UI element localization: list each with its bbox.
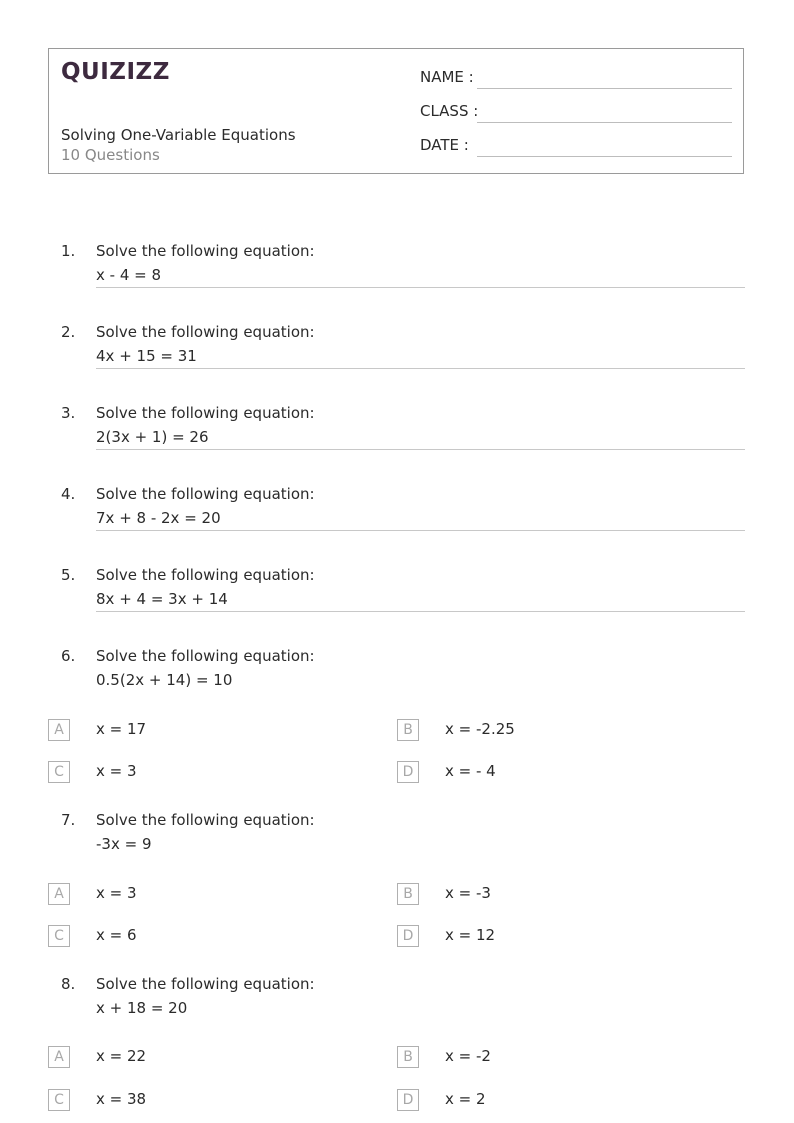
date-label: DATE : <box>420 136 469 154</box>
question-number: 1. <box>61 242 76 260</box>
option-letter-box[interactable]: B <box>397 1046 419 1068</box>
answer-line[interactable] <box>96 449 745 450</box>
worksheet-header <box>48 48 744 174</box>
class-line[interactable] <box>477 122 732 123</box>
question-prompt: Solve the following equation: <box>96 242 315 260</box>
question-prompt: Solve the following equation: <box>96 485 315 503</box>
question-number: 7. <box>61 811 76 829</box>
option-text: x = 3 <box>96 762 137 780</box>
answer-line[interactable] <box>96 611 745 612</box>
question-count: 10 Questions <box>61 146 160 164</box>
option-letter-box[interactable]: D <box>397 925 419 947</box>
option-letter-box[interactable]: D <box>397 1089 419 1111</box>
question-equation: 8x + 4 = 3x + 14 <box>96 590 228 608</box>
name-field[interactable] <box>420 68 474 86</box>
option-letter-box[interactable]: A <box>48 883 70 905</box>
answer-line[interactable] <box>96 530 745 531</box>
option-text: x = 12 <box>445 926 496 944</box>
question-equation: 7x + 8 - 2x = 20 <box>96 509 221 527</box>
question-number: 4. <box>61 485 76 503</box>
question-number: 8. <box>61 975 76 993</box>
question-prompt: Solve the following equation: <box>96 811 315 829</box>
quizizz-logo: QUIZIZZ <box>61 59 170 85</box>
question-prompt: Solve the following equation: <box>96 975 315 993</box>
class-label: CLASS : <box>420 102 479 120</box>
question-number: 2. <box>61 323 76 341</box>
class-field[interactable] <box>420 102 478 120</box>
option-text: x = -2.25 <box>445 720 515 738</box>
option-letter-box[interactable]: B <box>397 719 419 741</box>
answer-line[interactable] <box>96 287 745 288</box>
question-equation: -3x = 9 <box>96 835 152 853</box>
option-text: x = 6 <box>96 926 137 944</box>
option-text: x = - 4 <box>445 762 496 780</box>
option-letter-box[interactable]: C <box>48 761 70 783</box>
option-text: x = 38 <box>96 1090 147 1108</box>
question-equation: 2(3x + 1) = 26 <box>96 428 209 446</box>
option-letter-box[interactable]: A <box>48 719 70 741</box>
question-equation: 4x + 15 = 31 <box>96 347 197 365</box>
date-field[interactable] <box>420 136 469 154</box>
question-prompt: Solve the following equation: <box>96 566 315 584</box>
question-number: 5. <box>61 566 76 584</box>
question-number: 6. <box>61 647 76 665</box>
answer-line[interactable] <box>96 368 745 369</box>
option-text: x = -2 <box>445 1047 491 1065</box>
option-text: x = -3 <box>445 884 491 902</box>
option-letter-box[interactable]: C <box>48 925 70 947</box>
question-number: 3. <box>61 404 76 422</box>
option-letter-box[interactable]: D <box>397 761 419 783</box>
question-prompt: Solve the following equation: <box>96 647 315 665</box>
option-text: x = 3 <box>96 884 137 902</box>
question-equation: x - 4 = 8 <box>96 266 162 284</box>
name-label: NAME : <box>420 68 474 86</box>
option-text: x = 22 <box>96 1047 147 1065</box>
question-prompt: Solve the following equation: <box>96 404 315 422</box>
question-prompt: Solve the following equation: <box>96 323 315 341</box>
worksheet-title: Solving One-Variable Equations <box>61 126 296 144</box>
name-line[interactable] <box>477 88 732 89</box>
date-line[interactable] <box>477 156 732 157</box>
option-letter-box[interactable]: B <box>397 883 419 905</box>
question-equation: 0.5(2x + 14) = 10 <box>96 671 233 689</box>
option-text: x = 2 <box>445 1090 486 1108</box>
option-letter-box[interactable]: A <box>48 1046 70 1068</box>
option-text: x = 17 <box>96 720 147 738</box>
question-equation: x + 18 = 20 <box>96 999 188 1017</box>
option-letter-box[interactable]: C <box>48 1089 70 1111</box>
